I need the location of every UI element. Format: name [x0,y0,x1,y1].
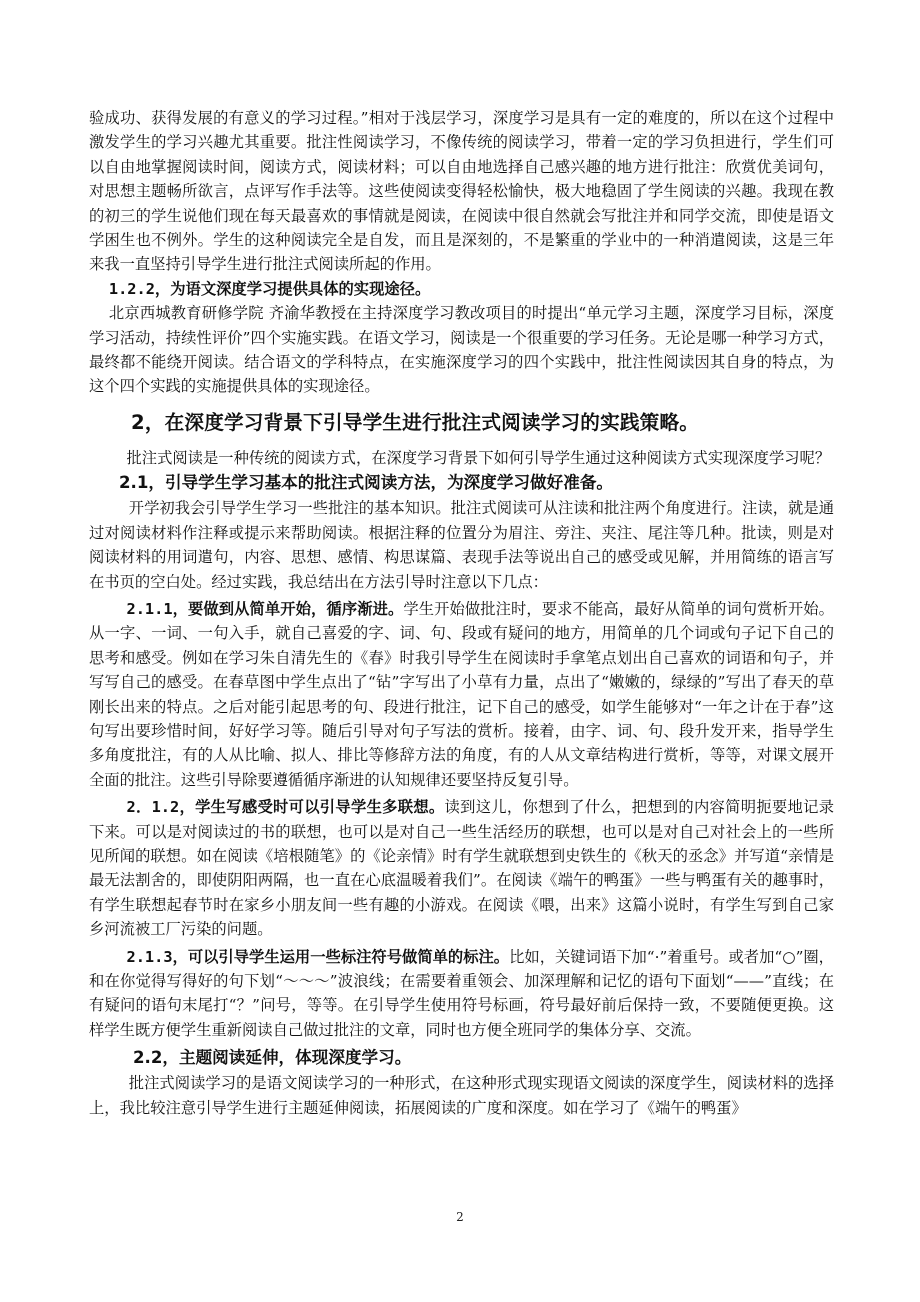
subsection-heading-2-2: 2.2，主题阅读延伸，体现深度学习。 [133,1048,412,1068]
subsection-1-2-2-heading: 1.2.2，为语文深度学习提供具体的实现途径。 [108,279,431,298]
paragraph-beijing-xicheng: 北京西城教育研修学院 齐渝华教授在主持深度学习教改项目的时提出“单元学习主题，深度学习目标，深度学习活动，持续性评价”四个实施实践。在语文学习，阅读是一个很重要的学习任务。无论是哪一种学习方式，最终都不能绕开阅读。结合语文的学科特点，在实施深度学习的四个实践中，批注性阅读因其自身的特点，为这个四个实践的实施提供具体的实现途径。 [89,304,834,396]
paragraph-annotation-basics: 开学初我会引导学生学习一些批注的基本知识。批注式阅读可从注读和批注两个角度进行。注读，就是通过对阅读材料作注释或提示来帮助阅读。根据注释的位置分为眉注、旁注、夹注、尾注等几种。批读，则是对阅读材料的用词遣句，内容、思想、感情、构思谋篇、表现手法等说出自己的感受或见解，并用简练的语言写在书页的空白处。经过实践，我总结出在方法引导时注意以下几点： [89,499,834,591]
section-heading-2: 2，在深度学习背景下引导学生进行批注式阅读学习的实践策略。 [131,410,700,434]
paragraph-2-1-3 [89,945,834,1043]
heading-2-1-2: 2．1.2，学生写感受时可以引导学生多联想。 [126,798,445,817]
page-number: 2 [456,1210,464,1224]
text-2-1-2: 读到这儿，你想到了什么，把想到的内容简明扼要地记录下来。可以是对阅读过的书的联想，也可以是对自己一些生活经历的联想，也可以是对自己对社会上的一些所见所闻的联想。如在阅读《培根随笔》的《论亲情》时有学生就联想到史铁生的《秋天的丞念》并写道“亲情是最无法割舍的，即使阴阳两隔，也一直在心底温暖着我们”。在阅读《端午的鸭蛋》一些与鸭蛋有关的趣事时，有学生联想起春节时在家乡小朋友间一些有趣的小游戏。在阅读《喂，出来》这篇小说时，有学生写到自己家乡河流被工厂污染的问题。 [89,798,834,939]
paragraph-intro-continuation: 验成功、获得发展的有意义的学习过程。”相对于浅层学习，深度学习是具有一定的难度的，所以在这个过程中激发学生的学习兴趣尤其重要。批注性阅读学习，不像传统的阅读学习，带着一定的学习负担进行，学生们可以自由地掌握阅读时间，阅读方式，阅读材料；可以自由地选择自己感兴趣的地方进行批注：欣赏优美词句，对思想主题畅所欲言，点评写作手法等。这些使阅读变得轻松愉快，极大地稳固了学生阅读的兴趣。我现在教的初三的学生说他们现在每天最喜欢的事情就是阅读，在阅读中很自然就会写批注并和同学交流，即使是语文学困生也不例外。学生的这种阅读完全是自发，而且是深刻的，不是繁重的学业中的一种消遣阅读，这是三年来我一直坚持引导学生进行批注式阅读所起的作用。 [89,109,834,274]
paragraph-section-2-intro: 批注式阅读是一种传统的阅读方式，在深度学习背景下如何引导学生通过这种阅读方式实现深度学习呢？ [126,448,831,467]
heading-2-1-1: 2.1.1，要做到从简单开始，循序渐进。 [126,599,404,618]
heading-2-1-3: 2.1.3，可以引导学生运用一些标注符号做简单的标注。 [126,947,510,966]
paragraph-theme-reading: 批注式阅读学习的是语文阅读学习的一种形式，在这种形式现实现语文阅读的深度学生，阅读材料的选择上，我比较注意引导学生进行主题延伸阅读，拓展阅读的广度和深度。如在学习了《端午的鸭蛋》 [89,1074,834,1117]
paragraph-2-1-1 [89,597,834,792]
subsection-1-2-2 [89,277,834,301]
text-2-1-1: 学生开始做批注时，要求不能高，最好从简单的词句赏析开始。从一字、一词、一句入手，就自己喜爱的字、词、句、段或有疑问的地方，用简单的几个词或句子记下自己的思考和感受。例如在学习朱自清先生的《春》时我引导学生在阅读时手拿笔点划出自己喜欢的词语和句子，并写写自己的感受。在春草图中学生点出了“钻”字写出了小草有力量，点出了“嫩嫩的，绿绿的”写出了春天的草刚长出来的特点。之后对能引起思考的句、段进行批注，记下自己的感受，如学生能够对“一年之计在于春”这句写出要珍惜时间，好好学习等。随后引导对句子写法的赏析。接着，由字、词、句、段升发开来，指导学生多角度批注，有的人从比喻、拟人、排比等修辞方法的角度，有的人从文章结构进行赏析，等等，对课文展开全面的批注。这些引导除要遵循循序渐进的认知规律还要坚持反复引导。 [89,599,834,789]
paragraph-2-1-2 [89,795,834,941]
text-2-1-3: 比如，关键词语下加“·”着重号。或者加“○”圈，和在你觉得写得好的句下划“～～～”波浪线；在需要着重领会、加深理解和记忆的语句下面划“——”直线；在有疑问的语句末尾打“？”问号，等等。在引导学生使用符号标画，符号最好前后保持一致，不要随便更换。这样学生既方便学生重新阅读自己做过批注的文章，同时也方便全班同学的集体分享、交流。 [89,947,834,1039]
subsection-heading-2-1: 2.1，引导学生学习基本的批注式阅读方法，为深度学习做好准备。 [119,473,614,493]
